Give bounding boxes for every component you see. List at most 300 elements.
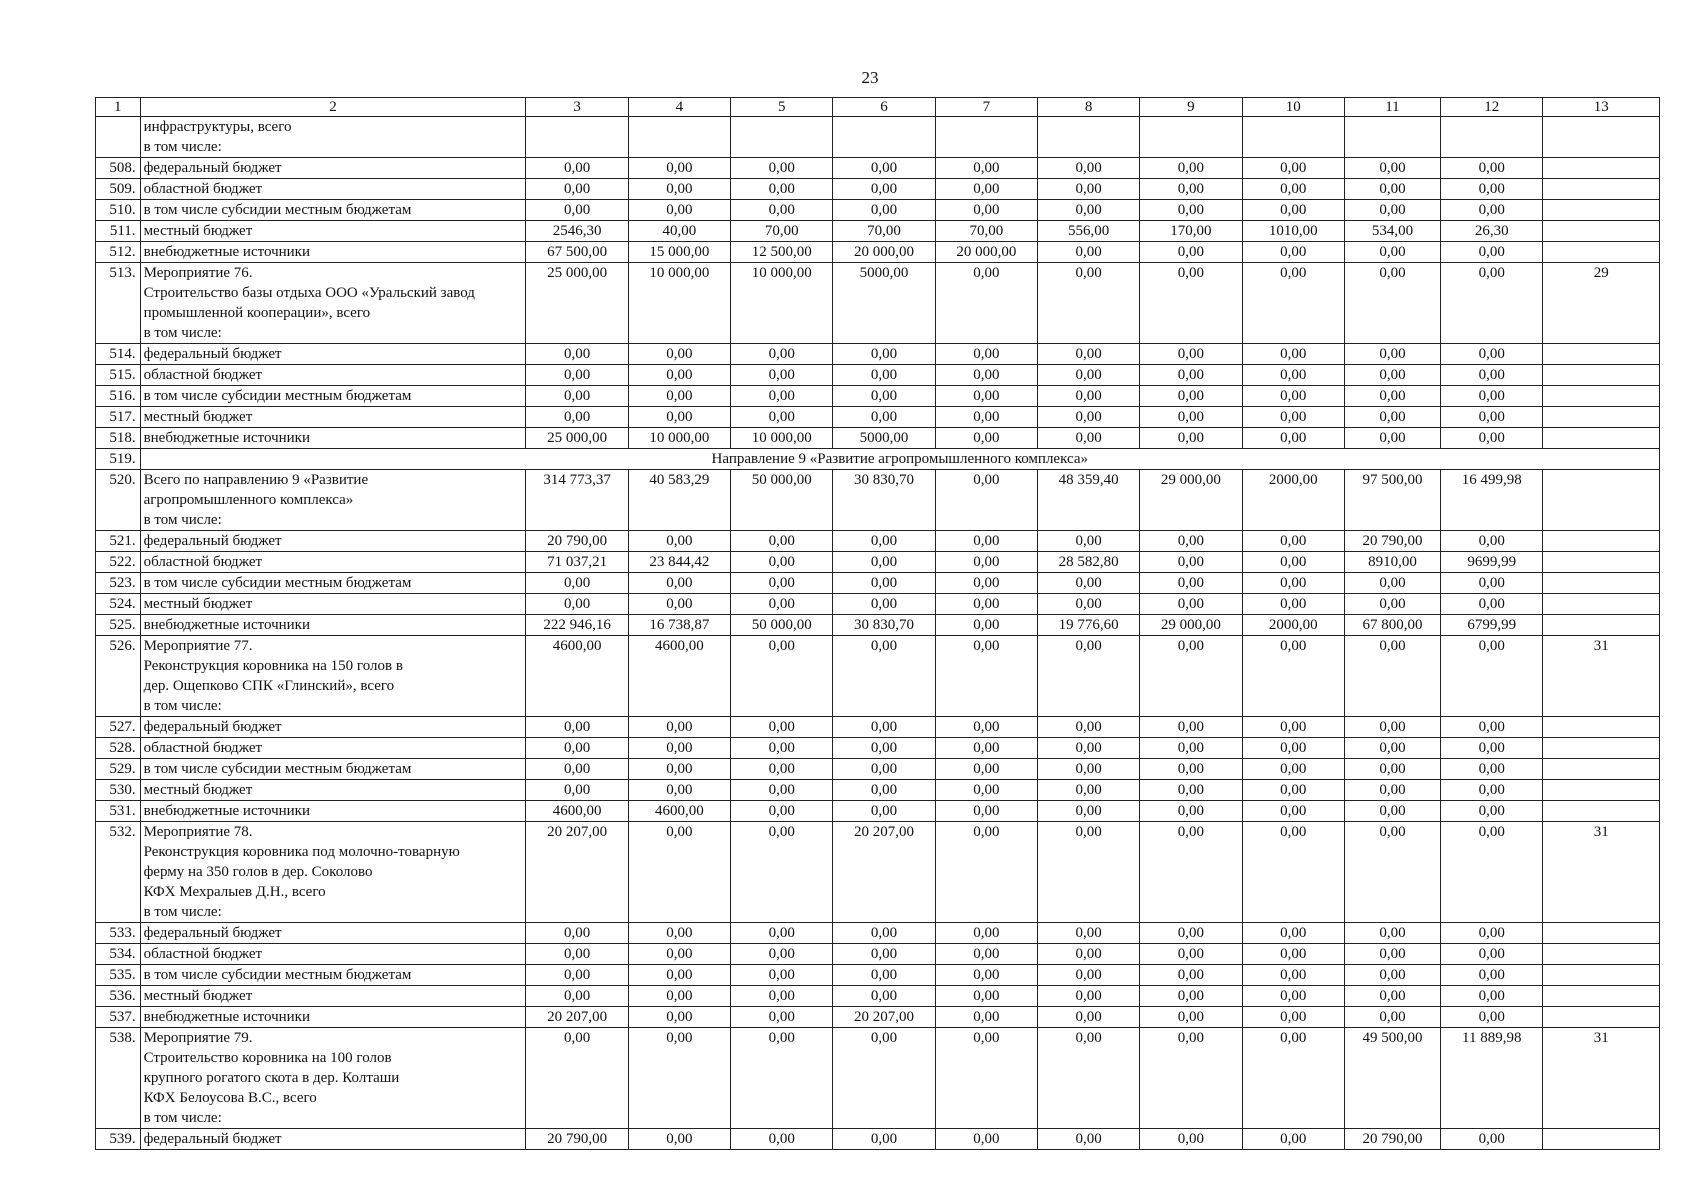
note-cell <box>1543 738 1660 759</box>
value-cell: 0,00 <box>1242 780 1344 801</box>
value-cell: 30 830,70 <box>833 615 935 636</box>
value-cell: 0,00 <box>935 200 1037 221</box>
value-cell: 0,00 <box>833 923 935 944</box>
value-cell: 0,00 <box>1344 944 1440 965</box>
value-cell: 0,00 <box>526 594 628 615</box>
value-cell: 0,00 <box>628 780 730 801</box>
row-description <box>140 636 526 717</box>
note-cell <box>1543 594 1660 615</box>
table-row <box>96 200 1660 221</box>
value-cell: 0,00 <box>628 594 730 615</box>
value-cell: 0,00 <box>1441 780 1543 801</box>
table-row <box>96 717 1660 738</box>
value-cell: 0,00 <box>1140 965 1242 986</box>
value-cell: 25 000,00 <box>526 263 628 344</box>
value-cell: 28 582,80 <box>1037 552 1139 573</box>
value-cell: 0,00 <box>935 1129 1037 1150</box>
table-row <box>96 221 1660 242</box>
value-cell: 0,00 <box>1140 263 1242 344</box>
row-number: 538. <box>96 1028 141 1129</box>
row-number: 532. <box>96 822 141 923</box>
note-cell <box>1543 365 1660 386</box>
value-cell: 0,00 <box>526 738 628 759</box>
value-cell: 0,00 <box>1441 531 1543 552</box>
description-line: дер. Ощепково СПК «Глинский», всего <box>143 678 395 694</box>
value-cell: 0,00 <box>833 158 935 179</box>
note-cell <box>1543 470 1660 531</box>
value-cell: 0,00 <box>731 822 833 923</box>
row-description <box>140 1129 526 1150</box>
table-row <box>96 759 1660 780</box>
value-cell: 0,00 <box>1037 344 1139 365</box>
value-cell: 0,00 <box>1037 531 1139 552</box>
value-cell: 0,00 <box>1037 242 1139 263</box>
value-cell: 1010,00 <box>1242 221 1344 242</box>
row-number: 511. <box>96 221 141 242</box>
value-cell: 2000,00 <box>1242 615 1344 636</box>
section-row <box>96 449 1660 470</box>
description-line: внебюджетные источники <box>143 430 310 446</box>
value-cell: 0,00 <box>1140 759 1242 780</box>
description-line: в том числе: <box>143 1110 222 1126</box>
row-number: 539. <box>96 1129 141 1150</box>
row-number: 537. <box>96 1007 141 1028</box>
value-cell: 0,00 <box>1140 242 1242 263</box>
value-cell: 0,00 <box>1037 386 1139 407</box>
column-header: 10 <box>1242 98 1344 117</box>
value-cell: 0,00 <box>1344 923 1440 944</box>
value-cell: 29 000,00 <box>1140 615 1242 636</box>
value-cell: 0,00 <box>628 923 730 944</box>
value-cell: 0,00 <box>1037 986 1139 1007</box>
value-cell: 0,00 <box>628 986 730 1007</box>
value-cell: 0,00 <box>628 179 730 200</box>
value-cell: 0,00 <box>935 944 1037 965</box>
description-line: местный бюджет <box>143 782 253 798</box>
value-cell: 0,00 <box>1344 801 1440 822</box>
value-cell: 0,00 <box>1344 573 1440 594</box>
row-description <box>140 801 526 822</box>
value-cell: 10 000,00 <box>731 263 833 344</box>
value-cell: 0,00 <box>731 344 833 365</box>
value-cell: 20 207,00 <box>526 822 628 923</box>
value-cell: 0,00 <box>935 263 1037 344</box>
value-cell: 0,00 <box>1140 428 1242 449</box>
value-cell: 20 000,00 <box>833 242 935 263</box>
description-line: Мероприятие 79. <box>143 1030 253 1046</box>
column-header: 13 <box>1543 98 1660 117</box>
value-cell: 15 000,00 <box>628 242 730 263</box>
value-cell: 0,00 <box>935 801 1037 822</box>
column-header: 3 <box>526 98 628 117</box>
value-cell: 0,00 <box>1344 759 1440 780</box>
value-cell: 0,00 <box>1140 636 1242 717</box>
value-cell: 0,00 <box>526 200 628 221</box>
column-header: 9 <box>1140 98 1242 117</box>
value-cell: 0,00 <box>1242 531 1344 552</box>
value-cell: 0,00 <box>833 738 935 759</box>
row-description <box>140 386 526 407</box>
value-cell: 16 738,87 <box>628 615 730 636</box>
row-description <box>140 158 526 179</box>
description-line: внебюджетные источники <box>143 617 310 633</box>
note-cell <box>1543 923 1660 944</box>
value-cell: 4600,00 <box>628 636 730 717</box>
value-cell: 0,00 <box>833 594 935 615</box>
value-cell: 0,00 <box>935 965 1037 986</box>
description-line: областной бюджет <box>143 946 263 962</box>
description-line: Мероприятие 78. <box>143 824 253 840</box>
note-cell: 31 <box>1543 1028 1660 1129</box>
value-cell: 0,00 <box>731 1007 833 1028</box>
value-cell: 0,00 <box>628 1007 730 1028</box>
value-cell: 0,00 <box>1140 944 1242 965</box>
value-cell: 8910,00 <box>1344 552 1440 573</box>
description-line: местный бюджет <box>143 409 253 425</box>
note-cell <box>1543 179 1660 200</box>
value-cell: 0,00 <box>1441 263 1543 344</box>
value-cell: 0,00 <box>1140 1129 1242 1150</box>
table-row <box>96 386 1660 407</box>
column-header: 2 <box>140 98 526 117</box>
value-cell: 0,00 <box>833 780 935 801</box>
row-number: 525. <box>96 615 141 636</box>
value-cell: 0,00 <box>1242 428 1344 449</box>
value-cell: 70,00 <box>833 221 935 242</box>
value-cell: 0,00 <box>1037 801 1139 822</box>
value-cell: 20 207,00 <box>833 822 935 923</box>
description-line: промышленной кооперации», всего <box>143 305 371 321</box>
value-cell: 0,00 <box>833 759 935 780</box>
value-cell: 0,00 <box>731 636 833 717</box>
value-cell: 0,00 <box>731 986 833 1007</box>
value-cell: 40,00 <box>628 221 730 242</box>
value-cell: 0,00 <box>1441 242 1543 263</box>
value-cell: 0,00 <box>1037 200 1139 221</box>
value-cell: 0,00 <box>1140 531 1242 552</box>
row-description <box>140 200 526 221</box>
row-number: 519. <box>96 449 141 470</box>
value-cell: 0,00 <box>833 407 935 428</box>
value-cell: 0,00 <box>1344 428 1440 449</box>
description-line: Мероприятие 77. <box>143 638 253 654</box>
description-line: в том числе: <box>143 904 222 920</box>
value-cell: 30 830,70 <box>833 470 935 531</box>
value-cell: 0,00 <box>935 552 1037 573</box>
value-cell <box>628 117 730 158</box>
value-cell: 0,00 <box>833 944 935 965</box>
description-line: Всего по направлению 9 «Развитие <box>143 472 369 488</box>
row-description <box>140 759 526 780</box>
row-description <box>140 428 526 449</box>
row-description <box>140 365 526 386</box>
row-number: 529. <box>96 759 141 780</box>
column-header: 8 <box>1037 98 1139 117</box>
value-cell: 0,00 <box>935 407 1037 428</box>
row-number: 521. <box>96 531 141 552</box>
description-line: в том числе: <box>143 325 222 341</box>
table-row <box>96 1129 1660 1150</box>
note-cell: 31 <box>1543 822 1660 923</box>
value-cell: 50 000,00 <box>731 470 833 531</box>
row-description <box>140 717 526 738</box>
value-cell: 0,00 <box>1242 636 1344 717</box>
description-line: в том числе субсидии местным бюджетам <box>143 202 412 218</box>
value-cell: 0,00 <box>731 365 833 386</box>
description-line: федеральный бюджет <box>143 1131 282 1147</box>
value-cell: 0,00 <box>1037 263 1139 344</box>
value-cell: 0,00 <box>1242 344 1344 365</box>
value-cell: 4600,00 <box>526 801 628 822</box>
value-cell: 0,00 <box>731 944 833 965</box>
row-number: 533. <box>96 923 141 944</box>
row-description <box>140 615 526 636</box>
value-cell: 4600,00 <box>628 801 730 822</box>
value-cell <box>833 117 935 158</box>
note-cell <box>1543 965 1660 986</box>
value-cell: 0,00 <box>1242 552 1344 573</box>
value-cell: 0,00 <box>526 780 628 801</box>
column-header: 7 <box>935 98 1037 117</box>
table-row <box>96 822 1660 923</box>
row-number: 510. <box>96 200 141 221</box>
value-cell: 0,00 <box>1242 986 1344 1007</box>
value-cell: 0,00 <box>526 344 628 365</box>
value-cell: 0,00 <box>731 407 833 428</box>
value-cell: 0,00 <box>1140 822 1242 923</box>
value-cell: 0,00 <box>1242 944 1344 965</box>
note-cell <box>1543 1129 1660 1150</box>
value-cell: 0,00 <box>935 1007 1037 1028</box>
note-cell <box>1543 344 1660 365</box>
description-line: областной бюджет <box>143 367 263 383</box>
value-cell: 0,00 <box>1344 365 1440 386</box>
value-cell: 0,00 <box>935 573 1037 594</box>
value-cell <box>1140 117 1242 158</box>
value-cell: 0,00 <box>1344 965 1440 986</box>
value-cell: 0,00 <box>935 158 1037 179</box>
value-cell: 0,00 <box>1344 822 1440 923</box>
value-cell: 0,00 <box>1242 158 1344 179</box>
value-cell: 0,00 <box>628 158 730 179</box>
value-cell: 50 000,00 <box>731 615 833 636</box>
value-cell: 0,00 <box>1344 344 1440 365</box>
value-cell: 20 207,00 <box>526 1007 628 1028</box>
value-cell: 0,00 <box>526 179 628 200</box>
value-cell: 0,00 <box>628 531 730 552</box>
value-cell: 0,00 <box>833 965 935 986</box>
row-number: 535. <box>96 965 141 986</box>
note-cell <box>1543 428 1660 449</box>
row-description <box>140 594 526 615</box>
value-cell: 534,00 <box>1344 221 1440 242</box>
value-cell: 0,00 <box>1140 594 1242 615</box>
note-cell <box>1543 117 1660 158</box>
table-row <box>96 531 1660 552</box>
value-cell: 0,00 <box>628 717 730 738</box>
note-cell <box>1543 200 1660 221</box>
value-cell: 20 790,00 <box>1344 1129 1440 1150</box>
value-cell: 0,00 <box>1037 822 1139 923</box>
row-number: 530. <box>96 780 141 801</box>
value-cell: 0,00 <box>1242 386 1344 407</box>
value-cell: 0,00 <box>1242 759 1344 780</box>
value-cell: 0,00 <box>935 986 1037 1007</box>
table-row <box>96 573 1660 594</box>
value-cell: 0,00 <box>731 1129 833 1150</box>
value-cell: 0,00 <box>1441 801 1543 822</box>
value-cell: 0,00 <box>731 552 833 573</box>
value-cell: 5000,00 <box>833 263 935 344</box>
table-row <box>96 594 1660 615</box>
value-cell: 0,00 <box>731 717 833 738</box>
value-cell: 0,00 <box>935 428 1037 449</box>
value-cell: 0,00 <box>1037 594 1139 615</box>
value-cell: 0,00 <box>1344 594 1440 615</box>
budget-table <box>95 97 1660 1150</box>
column-header: 11 <box>1344 98 1440 117</box>
row-number: 528. <box>96 738 141 759</box>
value-cell: 10 000,00 <box>628 428 730 449</box>
row-number: 512. <box>96 242 141 263</box>
description-line: Строительство базы отдыха ООО «Уральский завод <box>143 285 475 301</box>
description-line: внебюджетные источники <box>143 1009 310 1025</box>
value-cell: 0,00 <box>1441 428 1543 449</box>
value-cell: 48 359,40 <box>1037 470 1139 531</box>
table-row <box>96 615 1660 636</box>
value-cell: 0,00 <box>1140 344 1242 365</box>
value-cell <box>526 117 628 158</box>
value-cell: 0,00 <box>1140 552 1242 573</box>
value-cell: 0,00 <box>526 965 628 986</box>
value-cell: 0,00 <box>1037 717 1139 738</box>
table-row <box>96 344 1660 365</box>
table-row <box>96 923 1660 944</box>
value-cell: 0,00 <box>731 759 833 780</box>
note-cell <box>1543 573 1660 594</box>
row-description <box>140 923 526 944</box>
description-line: областной бюджет <box>143 554 263 570</box>
note-cell <box>1543 759 1660 780</box>
page-number: 23 <box>861 68 879 87</box>
value-cell: 0,00 <box>1037 573 1139 594</box>
value-cell: 0,00 <box>1441 1129 1543 1150</box>
value-cell: 0,00 <box>1140 1028 1242 1129</box>
value-cell: 0,00 <box>1344 179 1440 200</box>
value-cell: 0,00 <box>1037 780 1139 801</box>
value-cell: 0,00 <box>731 573 833 594</box>
value-cell: 0,00 <box>526 923 628 944</box>
value-cell: 0,00 <box>731 594 833 615</box>
description-line: в том числе субсидии местным бюджетам <box>143 388 412 404</box>
value-cell: 26,30 <box>1441 221 1543 242</box>
table-row <box>96 117 1660 158</box>
value-cell: 0,00 <box>935 470 1037 531</box>
value-cell: 0,00 <box>935 594 1037 615</box>
value-cell <box>731 117 833 158</box>
table-row <box>96 407 1660 428</box>
value-cell: 0,00 <box>833 386 935 407</box>
value-cell: 0,00 <box>1242 738 1344 759</box>
value-cell: 0,00 <box>935 531 1037 552</box>
value-cell: 5000,00 <box>833 428 935 449</box>
description-line: федеральный бюджет <box>143 533 282 549</box>
value-cell: 0,00 <box>1140 158 1242 179</box>
value-cell: 0,00 <box>731 1028 833 1129</box>
value-cell: 19 776,60 <box>1037 615 1139 636</box>
value-cell: 70,00 <box>935 221 1037 242</box>
value-cell <box>1441 117 1543 158</box>
table-row <box>96 470 1660 531</box>
value-cell: 0,00 <box>935 365 1037 386</box>
value-cell: 0,00 <box>1441 822 1543 923</box>
value-cell: 0,00 <box>1140 717 1242 738</box>
value-cell: 0,00 <box>628 822 730 923</box>
value-cell: 0,00 <box>1242 801 1344 822</box>
value-cell: 67 800,00 <box>1344 615 1440 636</box>
value-cell: 0,00 <box>1037 636 1139 717</box>
description-line: федеральный бюджет <box>143 719 282 735</box>
value-cell: 0,00 <box>1242 242 1344 263</box>
value-cell: 0,00 <box>628 1028 730 1129</box>
description-line: областной бюджет <box>143 740 263 756</box>
row-number: 515. <box>96 365 141 386</box>
table-row <box>96 158 1660 179</box>
note-cell <box>1543 801 1660 822</box>
value-cell: 0,00 <box>526 365 628 386</box>
value-cell: 0,00 <box>833 1129 935 1150</box>
value-cell: 0,00 <box>1344 200 1440 221</box>
value-cell: 0,00 <box>628 965 730 986</box>
value-cell: 2546,30 <box>526 221 628 242</box>
value-cell: 0,00 <box>833 1028 935 1129</box>
value-cell: 11 889,98 <box>1441 1028 1543 1129</box>
value-cell: 0,00 <box>1140 738 1242 759</box>
value-cell: 67 500,00 <box>526 242 628 263</box>
row-description <box>140 738 526 759</box>
value-cell: 71 037,21 <box>526 552 628 573</box>
table-row <box>96 801 1660 822</box>
column-header: 4 <box>628 98 730 117</box>
value-cell: 0,00 <box>833 344 935 365</box>
note-cell: 31 <box>1543 636 1660 717</box>
column-header: 1 <box>96 98 141 117</box>
value-cell: 0,00 <box>1441 573 1543 594</box>
value-cell: 16 499,98 <box>1441 470 1543 531</box>
value-cell: 0,00 <box>1242 573 1344 594</box>
value-cell: 0,00 <box>1140 780 1242 801</box>
value-cell: 0,00 <box>1242 263 1344 344</box>
value-cell: 0,00 <box>1441 407 1543 428</box>
description-line: агропромышленного комплекса» <box>143 492 354 508</box>
value-cell: 0,00 <box>731 386 833 407</box>
value-cell: 0,00 <box>1140 801 1242 822</box>
note-cell <box>1543 717 1660 738</box>
row-description <box>140 344 526 365</box>
value-cell: 0,00 <box>935 759 1037 780</box>
header-row <box>96 98 1660 117</box>
value-cell: 0,00 <box>1140 986 1242 1007</box>
row-description <box>140 221 526 242</box>
table-row <box>96 1028 1660 1129</box>
value-cell: 0,00 <box>1441 986 1543 1007</box>
row-number: 534. <box>96 944 141 965</box>
value-cell: 10 000,00 <box>731 428 833 449</box>
description-line: областной бюджет <box>143 181 263 197</box>
description-line: внебюджетные источники <box>143 244 310 260</box>
table-row <box>96 965 1660 986</box>
value-cell: 0,00 <box>1037 923 1139 944</box>
